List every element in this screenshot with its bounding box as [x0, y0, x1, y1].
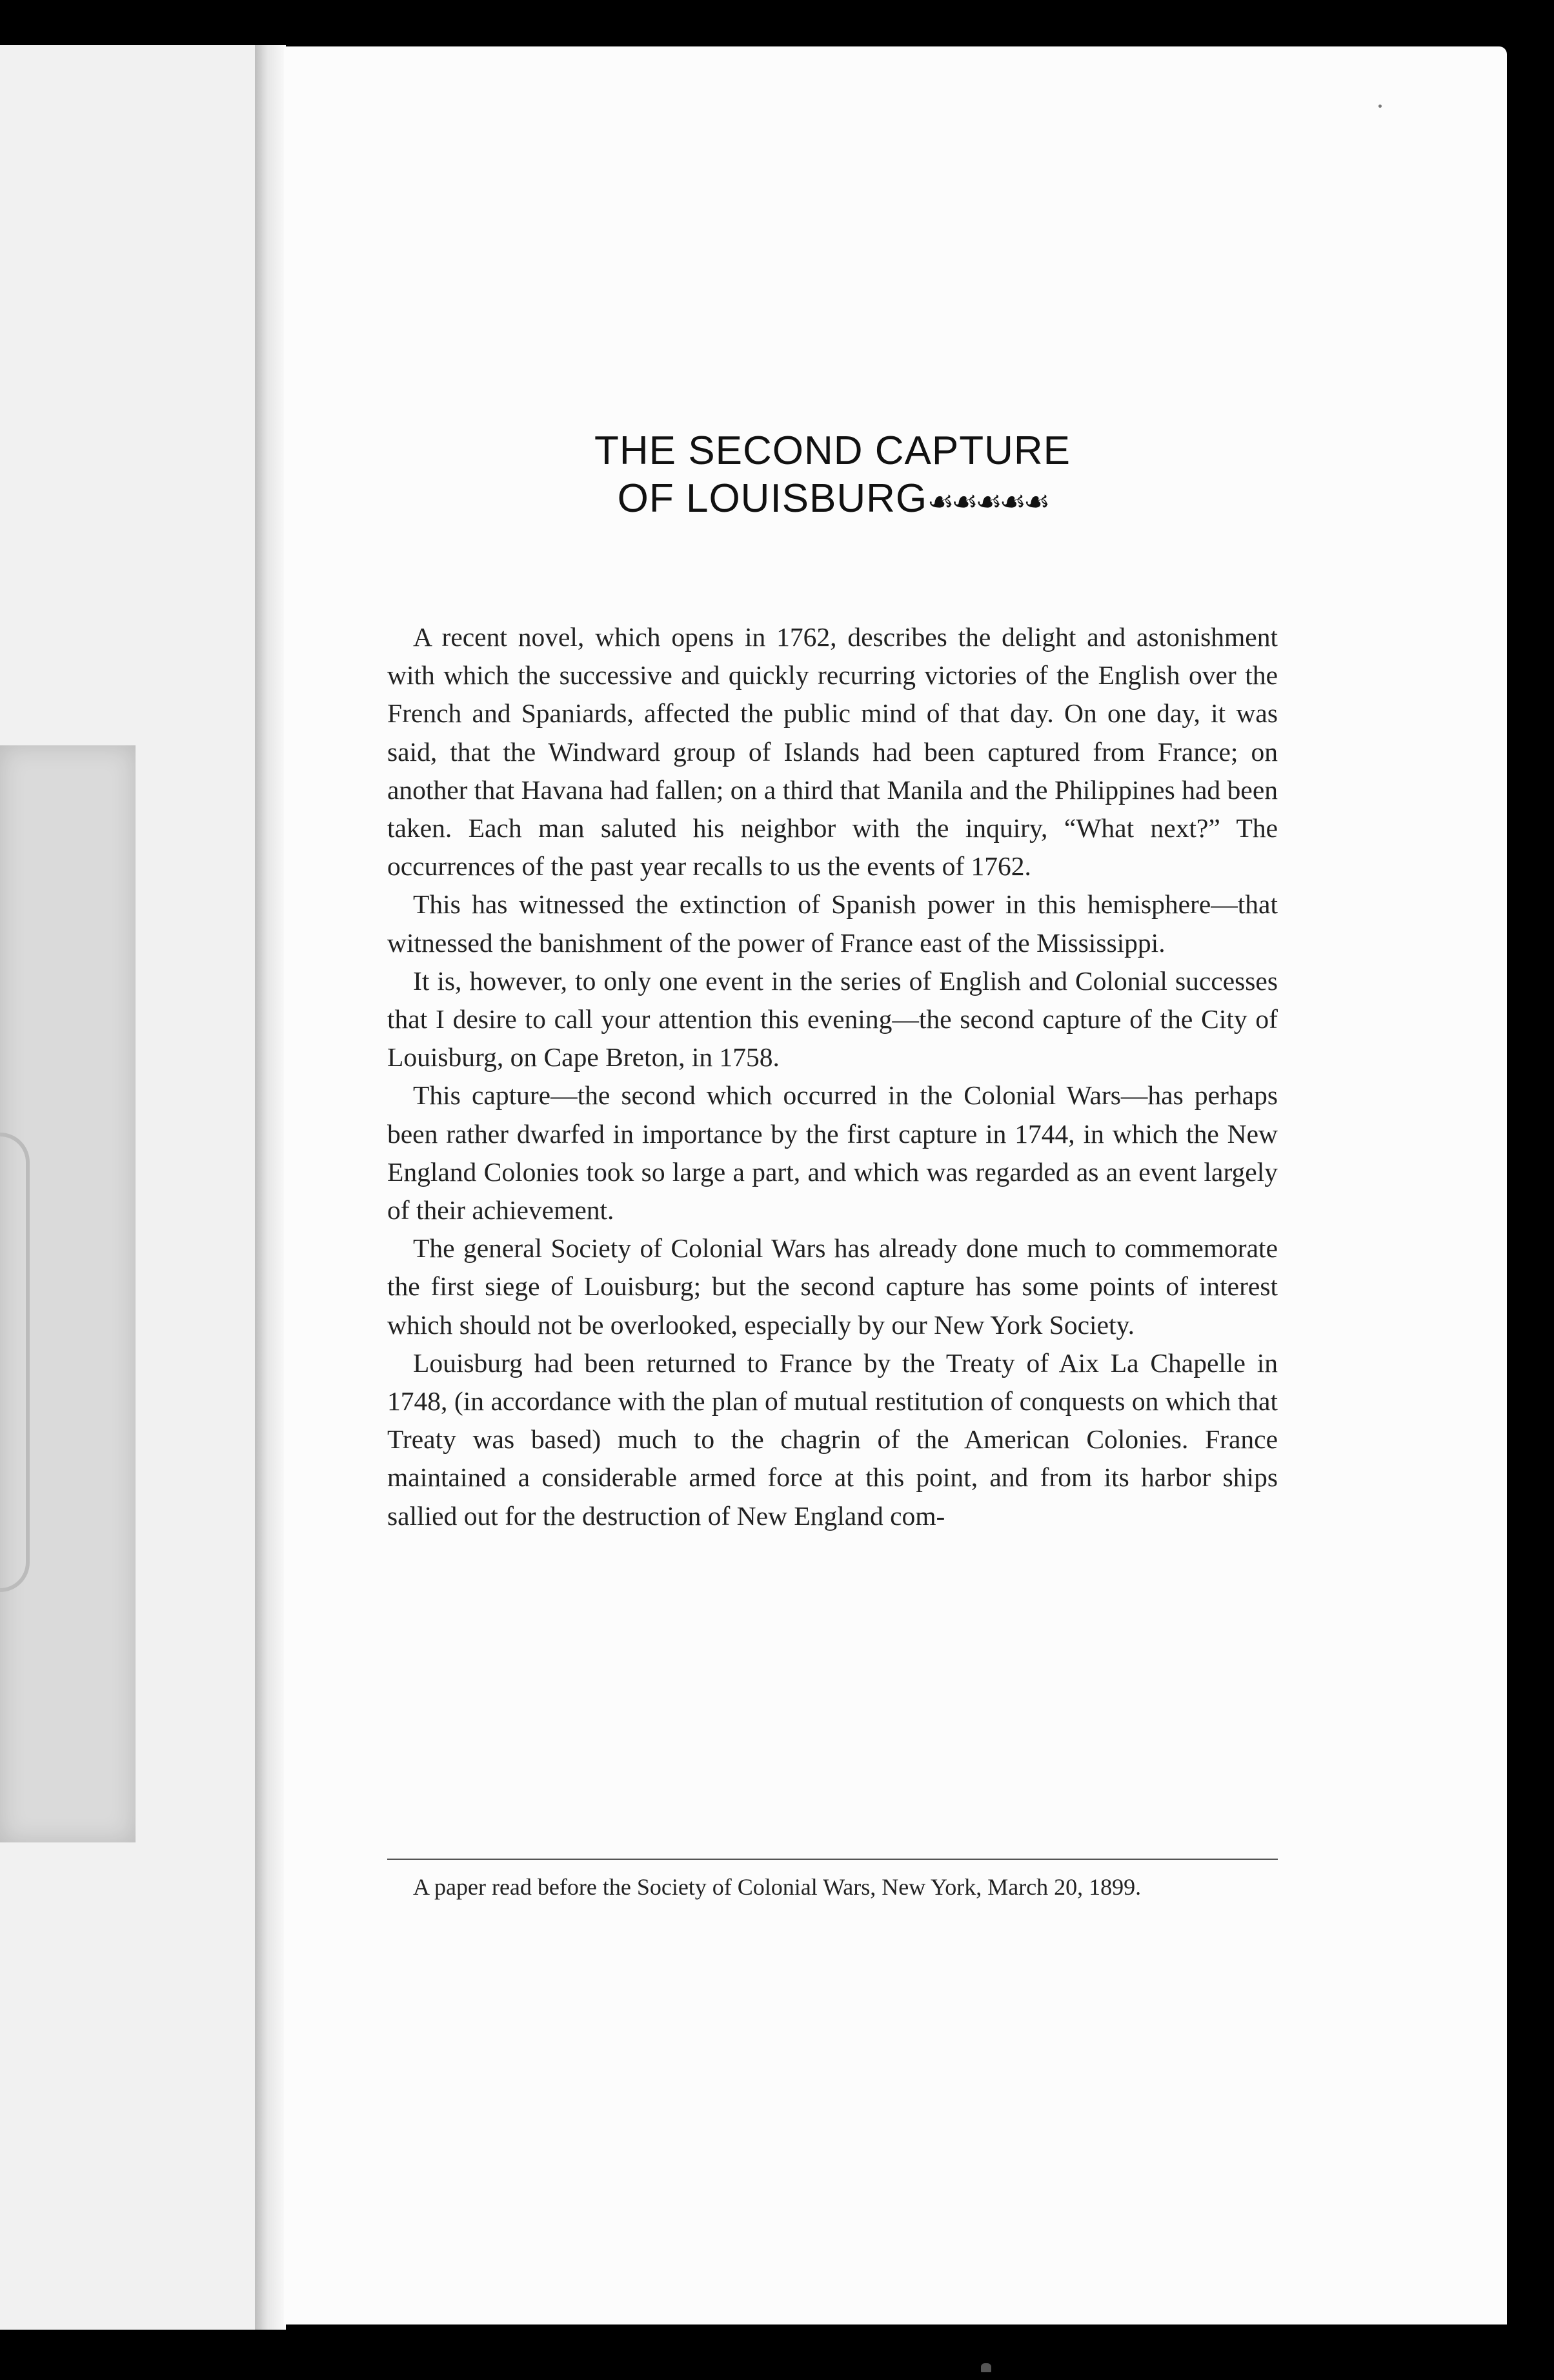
article-body [387, 618, 1278, 1535]
footnote: A paper read before the Society of Colonial Wars, New York, March 20, 1899. [413, 1874, 1142, 1900]
title-line-2: OF LOUISBURG [617, 476, 928, 521]
title-ornament-icon: ☙☙☙☙☙ [927, 485, 1048, 518]
article-title [387, 427, 1278, 525]
paragraph: Louisburg had been returned to France by the Treaty of Aix La Chapelle in 1748, (in accordance with the plan of mutual restitution of conquests on which that Treaty was based) much to the chagrin of the American Colonies. France maintained a considerable armed force at this point, and from its harbor ships sallied out for the destruction of New England com- [387, 1347, 1278, 1531]
paragraph: This has witnessed the extinction of Spanish power in this hemisphere—that witnessed the banishment of the power of France east of the Mississippi. [387, 889, 1278, 958]
paragraph: The general Society of Colonial Wars has already done much to commemorate the first siege of Louisburg; but the second capture has some points of interest which should not be overlooked, especially by our New York Society. [387, 1233, 1278, 1340]
paragraph: It is, however, to only one event in the series of English and Colonial successes that I desire to call your attention this evening—the second capture of the City of Louisburg, on Cape Breton, in 1758. [387, 965, 1278, 1073]
book-gutter [255, 45, 286, 2330]
paragraph: This capture—the second which occurred in the Colonial Wars—has perhaps been rather dwarfed in importance by the first capture in 1744, in which the New England Colonies took so large a part, and which was regarded as an event largely of their achievement. [387, 1080, 1278, 1225]
document-page [284, 46, 1507, 2325]
paragraph: A recent novel, which opens in 1762, describes the delight and astonishment with which the successive and quickly recurring victories of the English over the French and Spaniards, affected the public mind of that day. On one day, it was said, that the Windward group of Islands had been captured from France; on another that Havana had fallen; on a third that Manila and the Philippines had been taken. Each man saluted his neighbor with the inquiry, “What next?” The occurrences of the past year recalls to us the events of 1762. [387, 622, 1278, 882]
page-speck [1378, 105, 1382, 108]
footnote-divider [387, 1859, 1278, 1860]
facing-page [0, 45, 255, 2330]
plate-frame [0, 1133, 30, 1592]
facing-page-plate [0, 745, 136, 1842]
title-line-1: THE SECOND CAPTURE [594, 429, 1071, 473]
scan-mark [981, 2363, 991, 2372]
